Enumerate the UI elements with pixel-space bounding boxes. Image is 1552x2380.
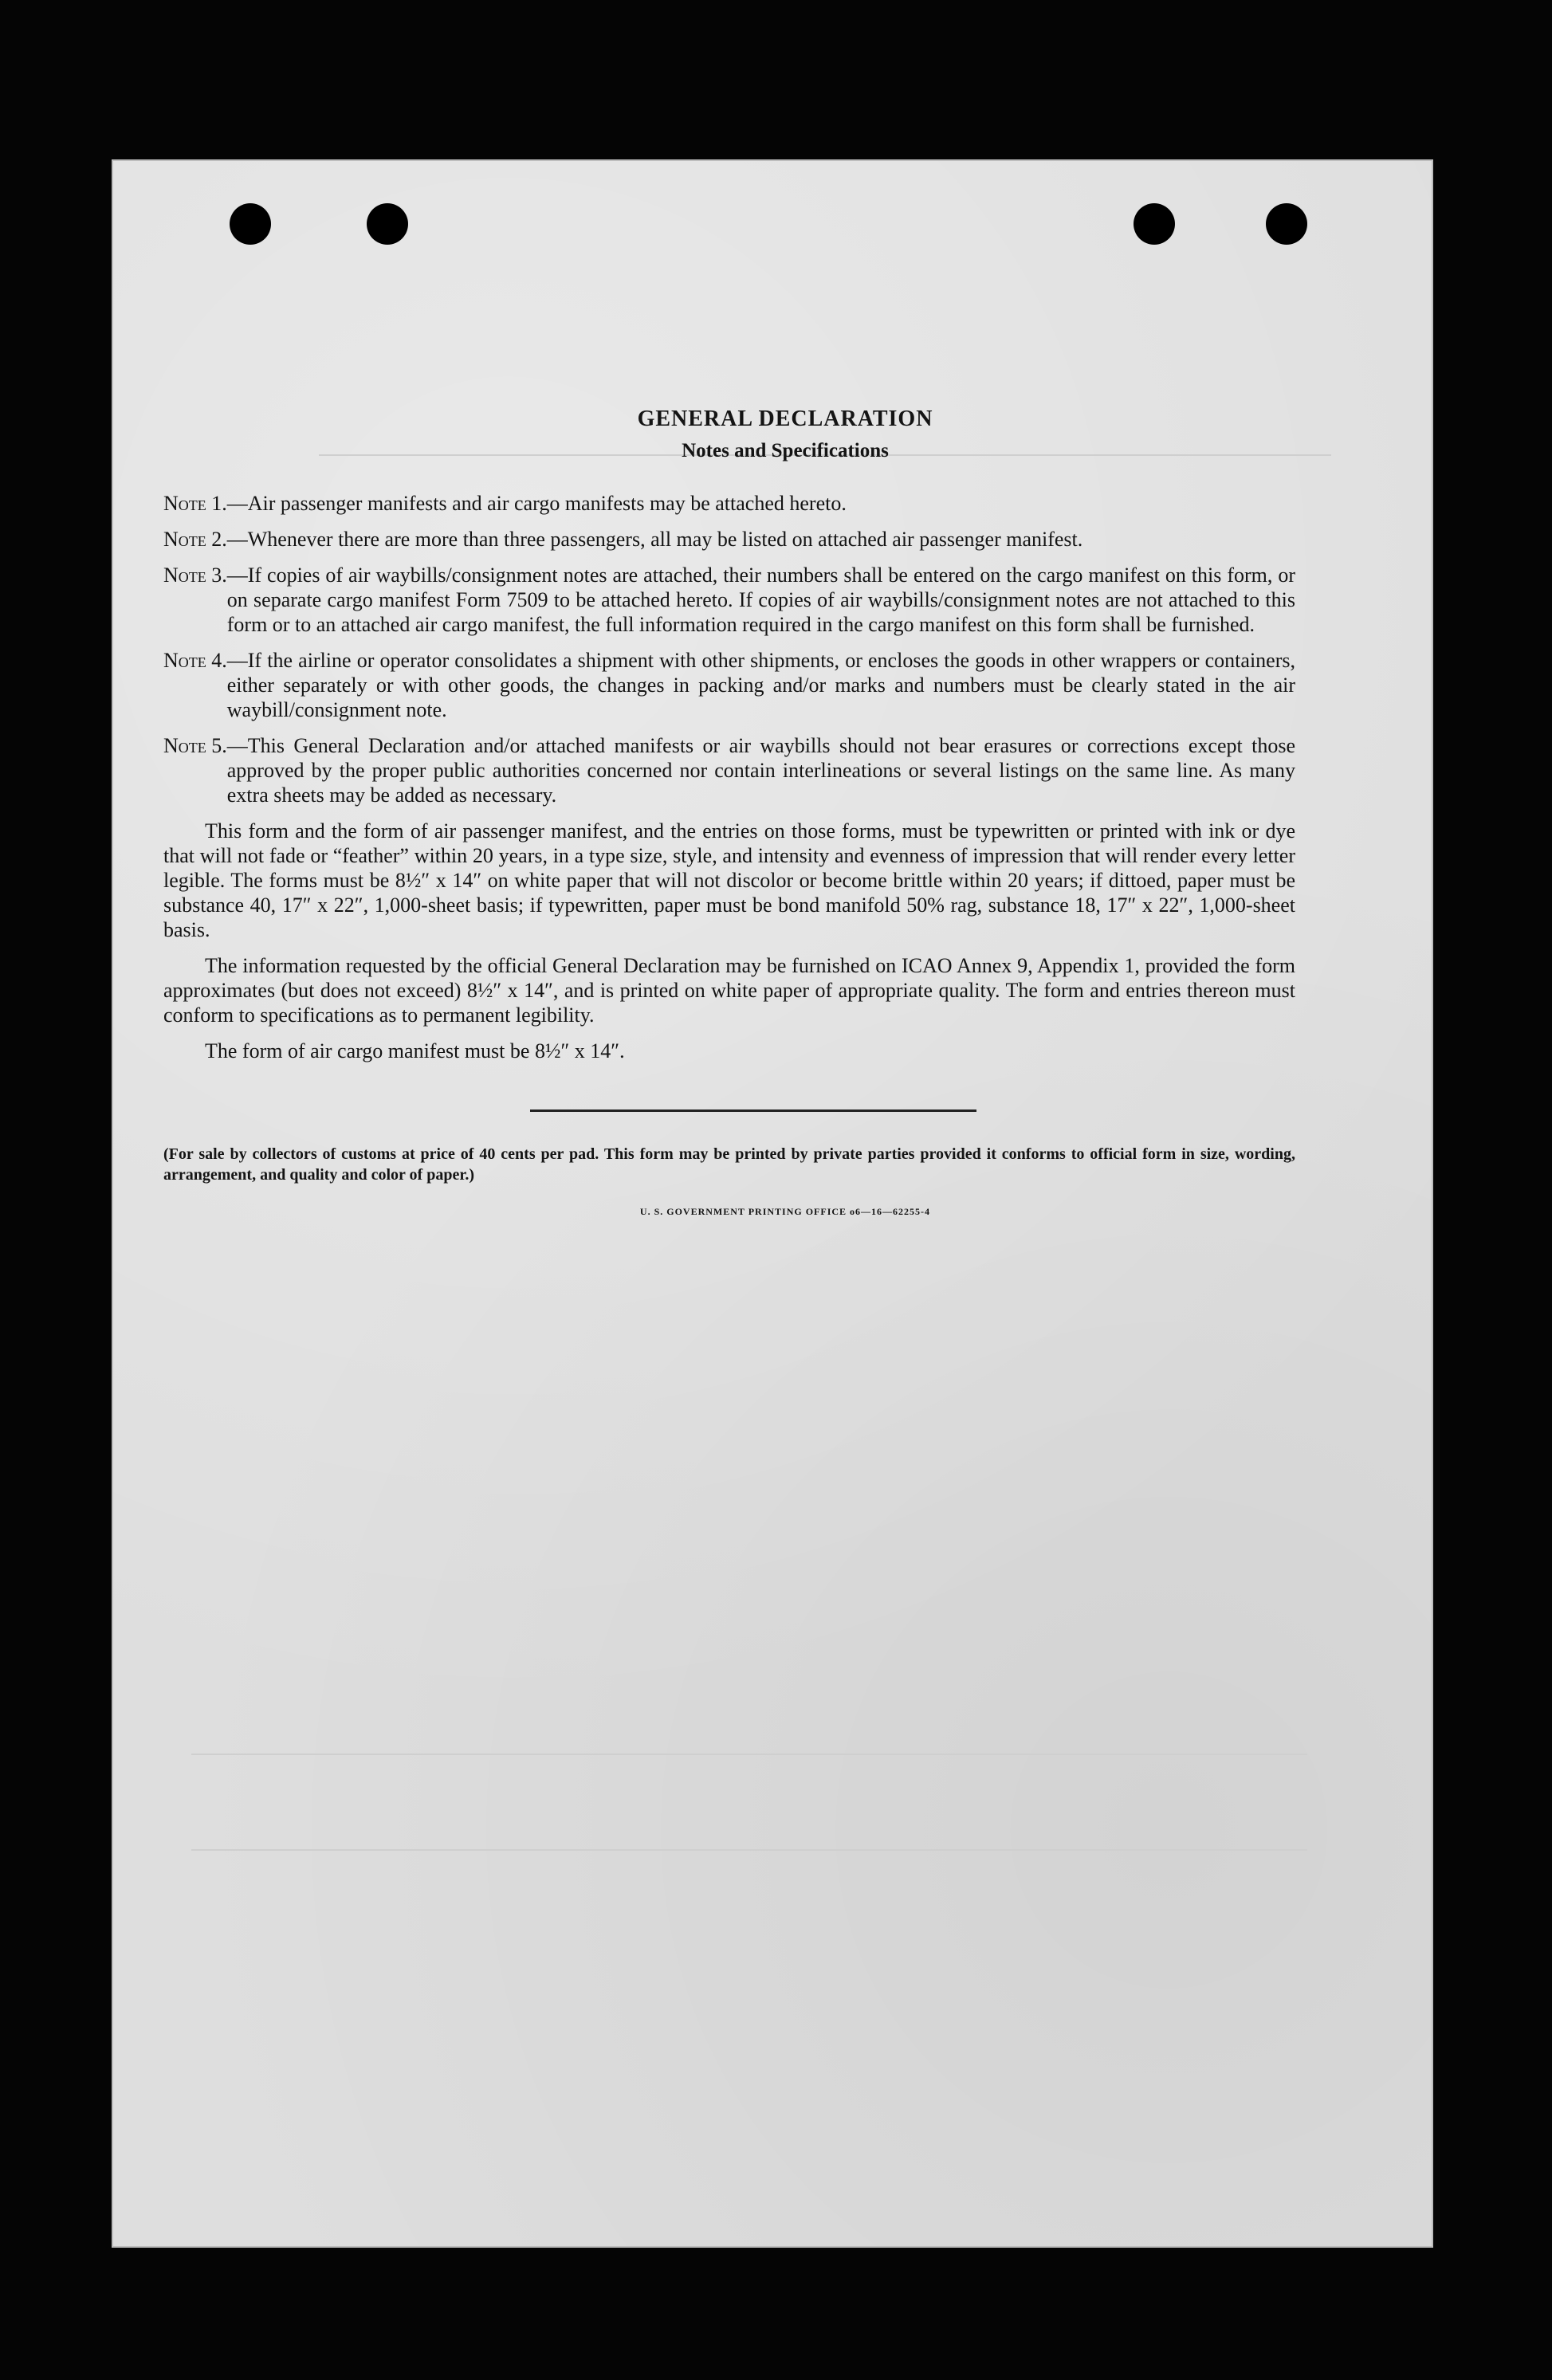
note-5 — [163, 733, 1295, 807]
bleed-through-line — [191, 1754, 1307, 1755]
note-label: Note — [163, 528, 206, 551]
note-label: Note — [163, 492, 206, 515]
punch-hole — [367, 203, 408, 245]
printer-imprint: U. S. GOVERNMENT PRINTING OFFICE o6—16—62255-4 — [639, 1206, 931, 1217]
note-4 — [163, 648, 1295, 722]
punch-hole — [1266, 203, 1307, 245]
cargo-manifest-paragraph: The form of air cargo manifest must be 8½″ x 14″. — [205, 1039, 625, 1062]
note-label: Note — [163, 649, 206, 672]
note-label: Note — [163, 734, 206, 757]
divider-rule — [530, 1109, 976, 1112]
note-3 — [163, 563, 1295, 637]
note-text: —Air passenger manifests and air cargo manifests may be attached hereto. — [226, 492, 847, 515]
punch-hole — [1134, 203, 1175, 245]
note-number: 3. — [211, 564, 227, 587]
paper-spec-paragraph: This form and the form of air passenger manifest, and the entries on those forms, must be typewritten or printed with ink or dye that will not fade or “feather” within 20 years, in a type size, style, and intensity and evenness of impression that will render every letter legible. The forms must be 8½″ x 14″ on white paper that will not discolor or become brittle within 20 years; if dittoed, paper must be substance 40, 17″ x 22″, 1,000-sheet basis; if typewritten, paper must be bond manifold 50% rag, substance 18, 17″ x 22″, 1,000-sheet basis. — [163, 819, 1295, 941]
page-subtitle: Notes and Specifications — [682, 440, 889, 461]
note-text: —If the airline or operator consolidates a shipment with other shipments, or encloses the goods in other wrappers or containers, either separately or with other goods, the changes in packing and/or marks and numbers must be clearly stated in the air waybill/consignment note. — [226, 649, 1295, 721]
note-text: —If copies of air waybills/consignment notes are attached, their numbers shall be entered on the cargo manifest on this form, or on separate cargo manifest Form 7509 to be attached hereto. If copies of air waybills/consignment notes are not attached to this form or to an attached air cargo manifest, the full information required in the cargo manifest on this form shall be furnished. — [226, 564, 1295, 636]
punch-hole — [230, 203, 271, 245]
bleed-through-heading — [558, 191, 571, 226]
note-2 — [163, 527, 1295, 552]
bleed-through-line — [191, 1849, 1307, 1851]
page-title: GENERAL DECLARATION — [637, 406, 933, 431]
note-number: 5. — [211, 734, 227, 757]
note-number: 4. — [211, 649, 227, 672]
icao-paragraph: The information requested by the official General Declaration may be furnished on ICAO Annex 9, Appendix 1, provided the form approximates (but does not exceed) 8½″ x 14″, and is printed on white paper of appropriate quality. The form and entries thereon must conform to specifications as to permanent legibility. — [163, 954, 1295, 1027]
notes-section — [163, 406, 1295, 1218]
note-label: Note — [163, 564, 206, 587]
sale-notice: (For sale by collectors of customs at price of 40 cents per pad. This form may be printed by private parties provided it conforms to official form in size, wording, arrangement, and quality and color of paper.) — [163, 1145, 1295, 1184]
note-1 — [163, 491, 1295, 516]
note-number: 2. — [211, 528, 227, 551]
note-number: 1. — [211, 492, 227, 515]
note-text: —This General Declaration and/or attached manifests or air waybills should not bear erasures or corrections except those approved by the proper public authorities concerned nor contain interlineations or several listings on the same line. As many extra sheets may be added as necessary. — [226, 734, 1295, 807]
note-text: —Whenever there are more than three passengers, all may be listed on attached air passenger manifest. — [226, 528, 1083, 551]
